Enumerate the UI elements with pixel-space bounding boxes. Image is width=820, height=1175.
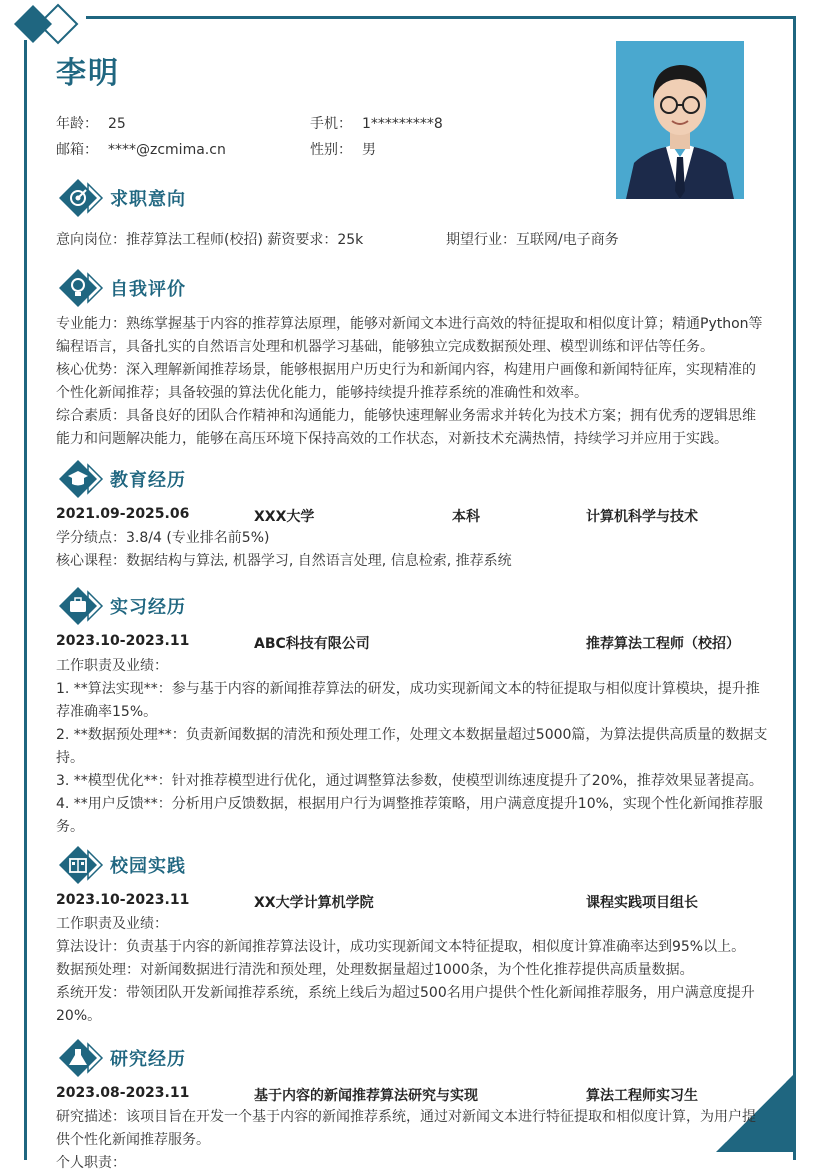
internship-row (56, 633, 768, 655)
phone-label: 手机： (310, 116, 352, 132)
research-line: 研究描述：该项目旨在开发一个基于内容的新闻推荐系统，通过对新闻文本进行特征提取和相似度计算，为用户提供个性化新闻推荐服务。 (56, 1109, 756, 1148)
internship-details (56, 655, 768, 839)
campus-row (56, 892, 768, 914)
campus-line: 算法设计：负责基于内容的新闻推荐算法设计，成功实现新闻文本特征提取，相似度计算准确率达到95%以上。 (56, 939, 746, 955)
internship-line: 工作职责及业绩： (56, 658, 168, 674)
self-eval-item: 综合素质：具备良好的团队合作精神和沟通能力，能够快速理解业务需求并转化为技术方案；拥有优秀的逻辑思维能力和问题解决能力，能够在高压环境下保持高效的工作状态，对新技术充满热情，持续学习并应用于实践。 (56, 408, 756, 447)
intent-industry: 期望行业：互联网/电子商务 (446, 232, 619, 248)
internship-line: 3. **模型优化**：针对推荐模型进行优化，通过调整算法参数，使模型训练速度提升了20%，推荐效果显著提高。 (56, 773, 763, 789)
campus-line: 系统开发：带领团队开发新闻推荐系统，系统上线后为超过500名用户提供个性化新闻推荐服务，用户满意度提升20%。 (56, 985, 755, 1024)
flask-icon (58, 1038, 106, 1078)
campus-period: 2023.10-2023.11 (56, 892, 190, 908)
section-header-research (58, 1038, 186, 1078)
section-title-internship: 实习经历 (110, 597, 186, 618)
target-icon (58, 178, 106, 218)
self-eval-block (56, 313, 768, 451)
campus-org: XX大学计算机学院 (254, 895, 374, 911)
self-eval-item: 专业能力：熟练掌握基于内容的推荐算法原理，能够对新闻文本进行高效的特征提取和相似度计算；精通Python等编程语言，具备扎实的自然语言处理和机器学习基础，能够独立完成数据预处理、模型训练和评估等任务。 (56, 316, 763, 355)
internship-line: 2. **数据预处理**：负责新闻数据的清洗和预处理工作，处理文本数据量超过5000篇，为算法提供高质量的数据支持。 (56, 727, 768, 766)
campus-details (56, 913, 768, 1028)
campus-line: 数据预处理：对新闻数据进行清洗和预处理，处理数据量超过1000条，为个性化推荐提供高质量数据。 (56, 962, 694, 978)
corner-diamonds-decoration (6, 0, 86, 50)
age-label: 年龄： (56, 116, 98, 132)
section-header-intent (58, 178, 186, 218)
section-title-research: 研究经历 (110, 1049, 186, 1070)
research-details (56, 1106, 768, 1175)
education-major: 计算机科学与技术 (586, 509, 698, 525)
building-icon (58, 845, 106, 885)
phone-info (310, 113, 443, 133)
internship-line: 1. **算法实现**：参与基于内容的新闻推荐算法的研发，成功实现新闻文本的特征提取与相似度计算模块，提升推荐准确率15%。 (56, 681, 760, 720)
campus-line: 工作职责及业绩： (56, 916, 168, 932)
bulb-icon (58, 268, 106, 308)
section-title-education: 教育经历 (110, 470, 186, 491)
section-header-internship (58, 586, 186, 626)
education-details (56, 527, 768, 573)
education-line: 核心课程：数据结构与算法, 机器学习, 自然语言处理, 信息检索, 推荐系统 (56, 553, 512, 569)
frame-top-line (86, 16, 796, 19)
gender-value: 男 (362, 142, 376, 158)
gender-label: 性别： (310, 142, 352, 158)
section-title-self-eval: 自我评价 (110, 279, 186, 300)
frame-right-line (793, 16, 796, 1160)
email-label: 邮箱： (56, 142, 98, 158)
age-info (56, 113, 126, 133)
education-line: 学分绩点：3.8/4 (专业排名前5%) (56, 530, 270, 546)
education-period: 2021.09-2025.06 (56, 506, 190, 522)
email-value: ****@zcmima.cn (108, 142, 226, 158)
gender-info (310, 139, 376, 159)
education-degree: 本科 (452, 509, 480, 525)
intent-block (56, 229, 768, 252)
briefcase-icon (58, 586, 106, 626)
internship-role: 推荐算法工程师（校招） (586, 636, 740, 652)
campus-role: 课程实践项目组长 (586, 895, 698, 911)
research-project: 基于内容的新闻推荐算法研究与实现 (254, 1088, 478, 1104)
section-title-intent: 求职意向 (110, 189, 186, 210)
education-row (56, 506, 768, 528)
research-line: 个人职责： (56, 1155, 126, 1171)
self-eval-item: 核心优势：深入理解新闻推荐场景，能够根据用户历史行为和新闻内容，构建用户画像和新闻特征库，实现精准的个性化新闻推荐；具备较强的算法优化能力，能够持续提升推荐系统的准确性和效率。 (56, 362, 756, 401)
research-role: 算法工程师实习生 (586, 1088, 698, 1104)
intent-position: 意向岗位：推荐算法工程师(校招) 薪资要求：25k (56, 232, 364, 248)
section-header-self-eval (58, 268, 186, 308)
internship-period: 2023.10-2023.11 (56, 633, 190, 649)
section-header-education (58, 459, 186, 499)
section-title-campus: 校园实践 (110, 856, 186, 877)
candidate-name: 李明 (56, 56, 120, 91)
internship-line: 4. **用户反馈**：分析用户反馈数据，根据用户行为调整推荐策略，用户满意度提升10%，实现个性化新闻推荐服务。 (56, 796, 763, 835)
internship-company: ABC科技有限公司 (254, 636, 370, 652)
frame-left-line (24, 40, 27, 1160)
email-info (56, 139, 226, 159)
section-header-campus (58, 845, 186, 885)
phone-value: 1*********8 (362, 116, 443, 132)
graduation-cap-icon (58, 459, 106, 499)
profile-photo (616, 41, 744, 199)
research-period: 2023.08-2023.11 (56, 1085, 190, 1101)
age-value: 25 (108, 116, 126, 132)
research-row (56, 1085, 768, 1107)
education-school: XXX大学 (254, 509, 315, 525)
